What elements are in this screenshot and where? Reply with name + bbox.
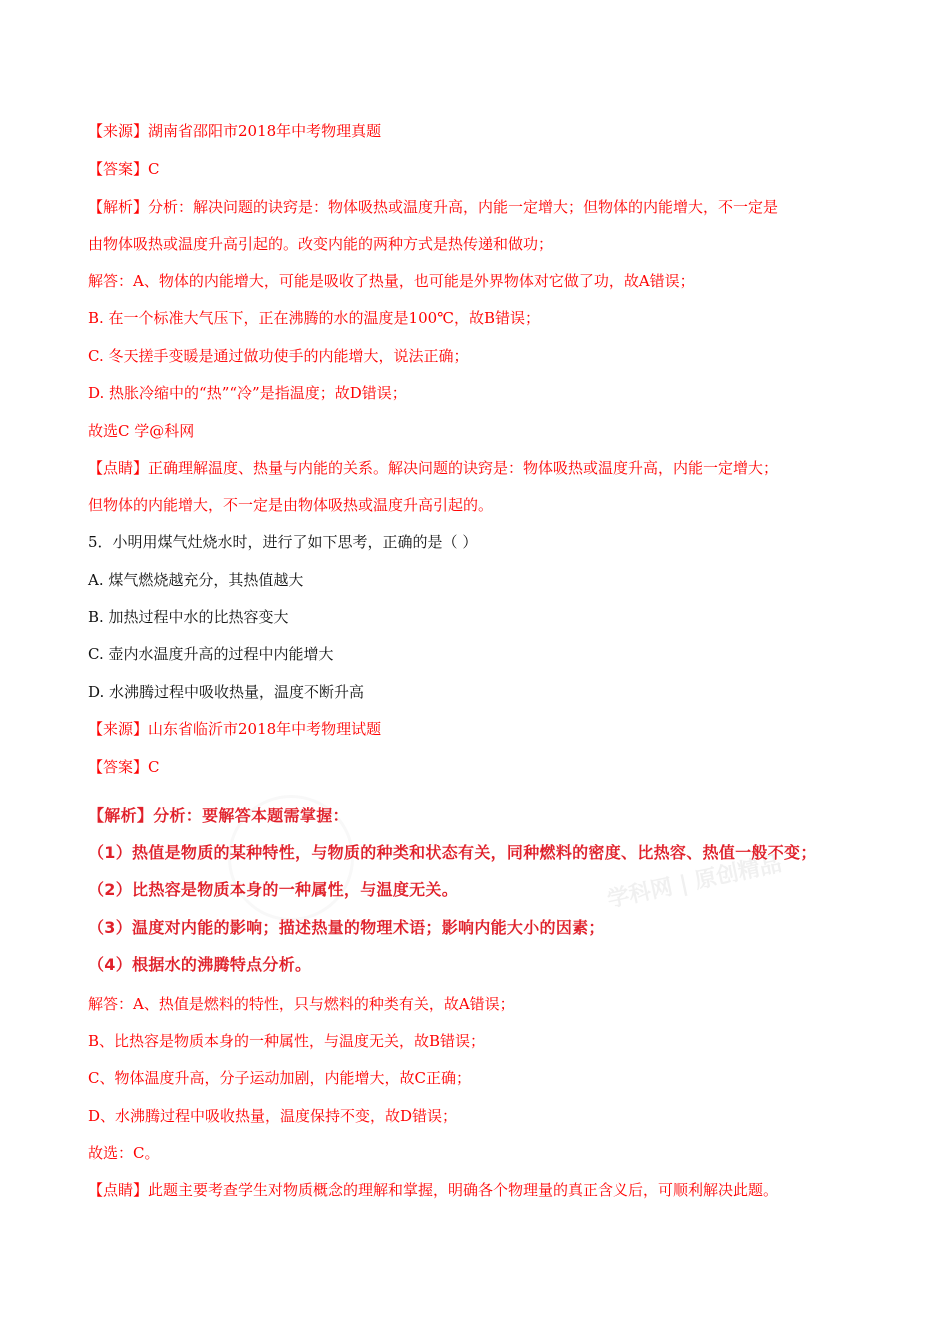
solution-b-2: B、比热容是物质本身的一种属性，与温度无关，故B错误； [88,1032,486,1050]
answer-label-1: 【答案】C [88,160,160,178]
question-5-option-d: D. 水沸腾过程中吸收热量，温度不断升高 [88,683,365,701]
source-label-1: 【来源】湖南省邵阳市2018年中考物理真题 [88,122,382,140]
answer-label-2: 【答案】C [88,758,160,776]
choose-line-2: 故选：C。 [88,1144,160,1162]
analysis-image [88,795,848,985]
solution-d-1: D. 热胀冷缩中的“热”“冷”是指温度；故D错误； [88,384,407,402]
comment-line-1: 【点睛】正确理解温度、热量与内能的关系。解决问题的诀窍是：物体吸热或温度升高，内能一定增大； [88,459,779,477]
solution-c-1: C. 冬天搓手变暖是通过做功使手的内能增大，说法正确； [88,347,469,365]
analysis-heading-2: 【解析】分析：要解答本题需掌握： [88,806,349,825]
source-label-2: 【来源】山东省临沂市2018年中考物理试题 [88,720,382,738]
analysis-point-2: （2）比热容是物质本身的一种属性，与温度无关。 [88,880,459,899]
comment-line-2: 但物体的内能增大，不一定是由物体吸热或温度升高引起的。 [88,496,494,514]
question-5-stem: 5．小明用煤气灶烧水时，进行了如下思考，正确的是（ ） [88,533,478,551]
question-5-option-a: A. 煤气燃烧越充分，其热值越大 [88,571,304,589]
watermark: 学科网 | 原创精品 [605,851,784,913]
solution-a-1: 解答：A、物体的内能增大，可能是吸收了热量，也可能是外界物体对它做了功，故A错误； [88,272,695,290]
comment-line-3: 【点睛】此题主要考查学生对物质概念的理解和掌握，明确各个物理量的真正含义后，可顺利解决此题。 [88,1181,779,1199]
analysis-point-1: （1）热值是物质的某种特性，与物质的种类和状态有关，同种燃料的密度、比热容、热值一般不变； [88,843,817,862]
choose-line-1: 故选C 学@科网 [88,422,195,440]
analysis-line-2: 由物体吸热或温度升高引起的。改变内能的两种方式是热传递和做功； [88,235,554,253]
solution-a-2: 解答：A、热值是燃料的特性，只与燃料的种类有关，故A错误； [88,995,515,1013]
solution-b-1: B. 在一个标准大气压下，正在沸腾的水的温度是100℃，故B错误； [88,309,540,327]
solution-c-2: C、物体温度升高，分子运动加剧，内能增大，故C正确； [88,1069,471,1087]
question-5-option-c: C. 壶内水温度升高的过程中内能增大 [88,645,334,663]
analysis-point-3: （3）温度对内能的影响；描述热量的物理术语；影响内能大小的因素； [88,918,605,937]
question-5-option-b: B. 加热过程中水的比热容变大 [88,608,289,626]
analysis-line-1: 【解析】分析：解决问题的诀窍是：物体吸热或温度升高，内能一定增大；但物体的内能增大，不一定是 [88,198,779,216]
solution-d-2: D、水沸腾过程中吸收热量，温度保持不变，故D错误； [88,1107,458,1125]
analysis-point-4: （4）根据水的沸腾特点分析。 [88,955,312,974]
